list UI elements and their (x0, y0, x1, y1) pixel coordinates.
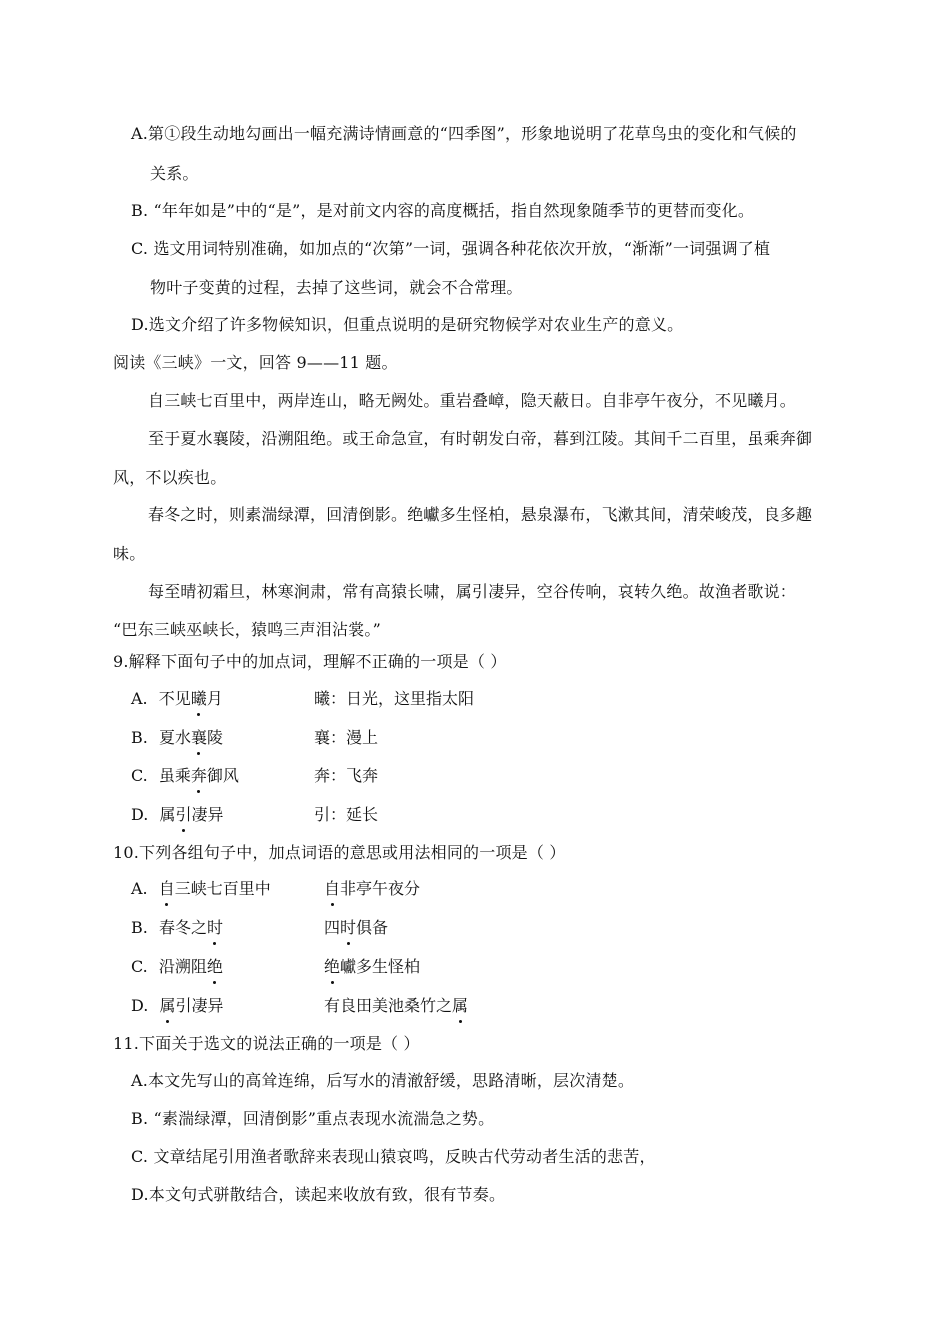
q10-option-b-compare: 四时俱备 (324, 918, 389, 937)
q11-option-c: C. 文章结尾引用渔者歌辞来表现山猿哀鸣，反映古代劳动者生活的悲苦， (131, 1147, 656, 1166)
passage-para-3-line1: 春冬之时，则素湍绿潭，回清倒影。绝巘多生怪柏，悬泉瀑布，飞漱其间，清荣峻茂，良多趣 (148, 505, 813, 524)
emphasis-dot: 曦 (190, 689, 207, 708)
q9-stem: 9.解释下面句子中的加点词，理解不正确的一项是（ ） (113, 652, 507, 671)
q10-stem: 10.下列各组句子中，加点词语的意思或用法相同的一项是（ ） (113, 843, 566, 862)
q9-option-c-gloss: 奔：飞奔 (314, 766, 379, 785)
passage-para-4-line2: “巴东三峡巫峡长，猿鸣三声泪沾裳。” (113, 620, 381, 639)
passage-para-4-line1: 每至晴初霜旦，林寒涧肃，常有高猿长啸，属引凄异，空谷传响，哀转久绝。故渔者歌说： (148, 582, 797, 601)
passage-para-2-line1: 至于夏水襄陵，沿溯阻绝。或王命急宣，有时朝发白帝，暮到江陵。其间千二百里，虽乘奔御 (148, 429, 813, 448)
q9-option-d-gloss: 引：延长 (314, 805, 379, 824)
emphasis-dot: 时 (340, 918, 357, 937)
q10-option-d-compare: 有良田美池桑竹之属 (324, 996, 469, 1015)
q8-option-a-line2: 关系。 (150, 164, 199, 183)
emphasis-dot: 襄 (190, 728, 207, 747)
q10-option-d: D. 属引凄异 (131, 996, 224, 1015)
passage-para-1: 自三峡七百里中，两岸连山，略无阙处。重岩叠嶂，隐天蔽日。自非亭午夜分，不见曦月。 (148, 391, 797, 410)
q11-option-a: A.本文先写山的高耸连绵，后写水的清澈舒缓，思路清晰，层次清楚。 (131, 1071, 635, 1090)
emphasis-dot: 绝 (324, 957, 341, 976)
passage-para-2-line2: 风，不以疾也。 (113, 468, 227, 487)
q11-option-d: D.本文句式骈散结合，读起来收放有致，很有节奏。 (131, 1185, 506, 1204)
emphasis-dot: 属 (159, 996, 176, 1015)
q11-stem: 11.下面关于选文的说法正确的一项是（ ） (113, 1034, 420, 1053)
q10-option-c-compare: 绝巘多生怪柏 (324, 957, 421, 976)
q9-option-c: C. 虽乘奔御风 (131, 766, 239, 785)
reading-intro: 阅读《三峡》一文，回答 9——11 题。 (113, 353, 398, 372)
emphasis-dot: 自 (324, 879, 341, 898)
q9-option-b-gloss: 襄：漫上 (314, 728, 379, 747)
q11-option-b: B. “素湍绿潭，回清倒影”重点表现水流湍急之势。 (131, 1109, 495, 1128)
q8-option-b: B. “年年如是”中的“是”，是对前文内容的高度概括，指自然现象随季节的更替而变化。 (131, 201, 755, 220)
emphasis-dot: 引 (175, 805, 192, 824)
passage-para-3-line2: 味。 (113, 544, 146, 563)
q10-option-a: A. 自三峡七百里中 (131, 879, 271, 898)
q10-option-c: C. 沿溯阻绝 (131, 957, 223, 976)
emphasis-dot: 绝 (206, 957, 223, 976)
emphasis-dot: 时 (206, 918, 223, 937)
emphasis-dot: 自 (158, 879, 175, 898)
q8-option-c-line1: C. 选文用词特别准确，如加点的“次第”一词，强调各种花依次开放，“渐渐”一词强调了植 (131, 239, 771, 258)
emphasis-dot: 属 (452, 996, 469, 1015)
q10-option-a-compare: 自非亭午夜分 (324, 879, 421, 898)
q8-option-c-line2: 物叶子变黄的过程，去掉了这些词，就会不合常理。 (150, 278, 523, 297)
q8-option-d: D.选文介绍了许多物候知识，但重点说明的是研究物候学对农业生产的意义。 (131, 315, 684, 334)
emphasis-dot: 奔 (190, 766, 207, 785)
q9-option-a: A. 不见曦月 (131, 689, 223, 708)
q9-option-d: D. 属引凄异 (131, 805, 224, 824)
q10-option-b: B. 春冬之时 (131, 918, 223, 937)
q9-option-a-gloss: 曦：日光，这里指太阳 (314, 689, 475, 708)
q9-option-b: B. 夏水襄陵 (131, 728, 223, 747)
q8-option-a-line1: A.第①段生动地勾画出一幅充满诗情画意的“四季图”，形象地说明了花草鸟虫的变化和气候的 (131, 124, 797, 143)
